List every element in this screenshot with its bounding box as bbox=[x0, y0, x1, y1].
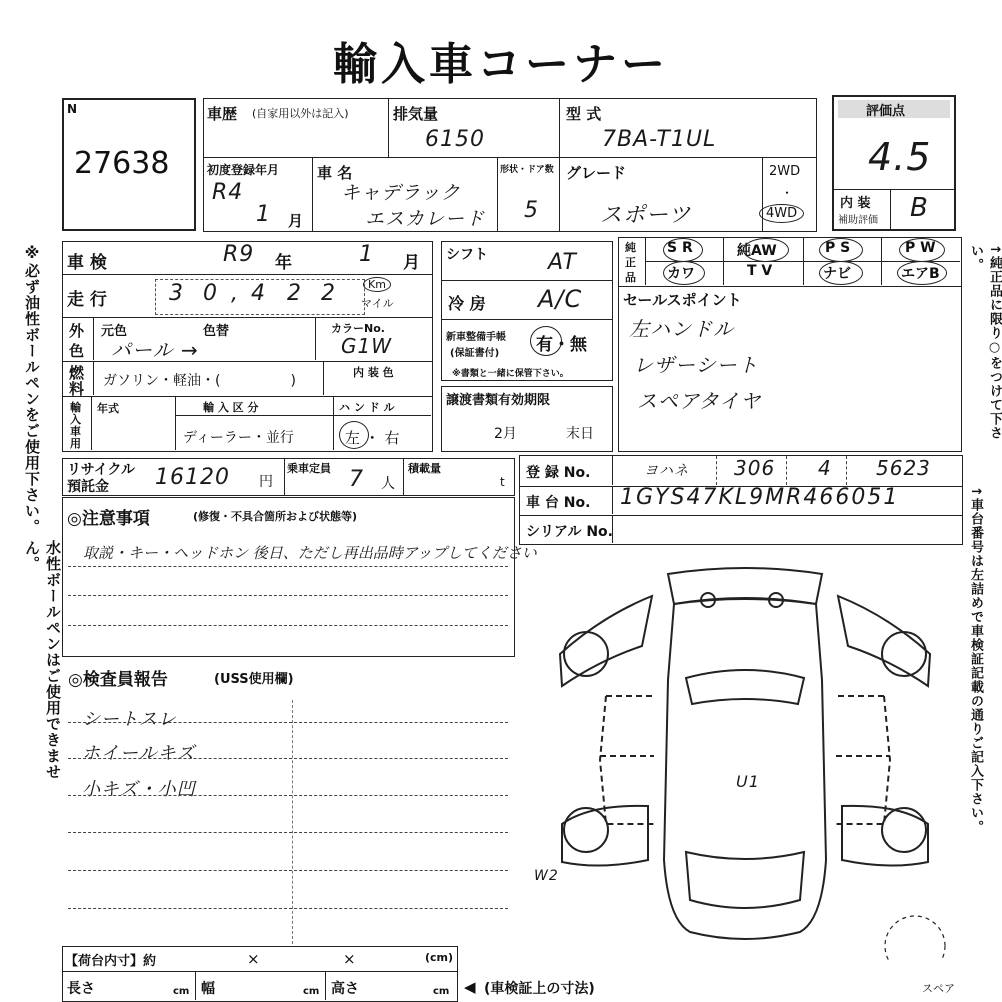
capacity-cell bbox=[284, 458, 404, 496]
load-unit: t bbox=[500, 475, 505, 489]
displacement-label: 排気量 bbox=[393, 105, 439, 123]
selling-points-label: セールスポイント bbox=[623, 291, 742, 309]
displacement-value: 6150 bbox=[425, 127, 485, 152]
capacity-value: 7 bbox=[349, 467, 364, 492]
score-box bbox=[832, 95, 956, 231]
drive-4wd: 4WD bbox=[759, 204, 804, 223]
score-value: 4.5 bbox=[868, 135, 932, 179]
equip-tv: T V bbox=[747, 263, 773, 279]
equipment-side-3: 品 bbox=[625, 271, 636, 284]
doors-label: 形状・ドア数 bbox=[500, 165, 554, 175]
selling-point-3: スペアタイヤ bbox=[637, 389, 762, 413]
interior-value: B bbox=[910, 193, 929, 223]
inspector-sub: (USS使用欄) bbox=[214, 672, 294, 687]
recycle-unit: 円 bbox=[259, 474, 273, 490]
registration-part-2: 306 bbox=[734, 456, 776, 480]
right-note-2: ↑車台番号は左詰めで車検証記載の通りご記入下さい。 bbox=[968, 486, 983, 834]
import-type-label: 輸 入 区 分 bbox=[203, 401, 259, 414]
history-cell bbox=[203, 98, 389, 158]
equip-pw: P W bbox=[905, 240, 936, 256]
displacement-cell bbox=[388, 98, 560, 158]
diagram-mark-w2: W2 bbox=[534, 868, 559, 884]
mileage-comma: , bbox=[231, 281, 239, 306]
grade-cell bbox=[559, 157, 763, 232]
selling-points-cell bbox=[618, 286, 962, 452]
registration-part-4: 5623 bbox=[876, 456, 931, 480]
mileage-unit-km: Km bbox=[363, 277, 391, 292]
capacity-unit: 人 bbox=[381, 476, 395, 492]
equipment-side-1: 純 bbox=[625, 241, 636, 254]
mileage-digit-1: 3 bbox=[169, 281, 184, 306]
manual-cell bbox=[441, 319, 613, 381]
import-year-label: 年式 bbox=[97, 402, 119, 415]
mileage-label: 走 行 bbox=[67, 290, 107, 310]
manual-value: 有・無 bbox=[536, 335, 587, 355]
cargo-label: 【荷台内寸】約 bbox=[65, 954, 157, 969]
load-label: 積載量 bbox=[408, 462, 441, 475]
dims-cm-3: cm bbox=[433, 986, 450, 997]
handle-value: 左 ・ 右 bbox=[345, 429, 400, 447]
diagram-mark-u1: U1 bbox=[736, 772, 760, 791]
ac-value: A/C bbox=[538, 285, 583, 313]
cargo-unit: (cm) bbox=[425, 951, 454, 964]
color-repaint-label: 色替 bbox=[203, 324, 230, 339]
model-cell bbox=[559, 98, 817, 158]
equip-navi: ナビ bbox=[823, 266, 851, 282]
lot-number-box bbox=[62, 98, 196, 231]
inspection-label: 車 検 bbox=[67, 253, 107, 273]
grade-value: スポーツ bbox=[600, 203, 692, 228]
inspection-year-unit: 年 bbox=[275, 253, 292, 273]
drive-2wd: 2WD bbox=[769, 164, 801, 179]
corner-mark: N bbox=[67, 102, 78, 116]
car-name-cell bbox=[312, 157, 498, 232]
lot-number: 27638 bbox=[74, 146, 170, 181]
inspection-era: R9 bbox=[223, 242, 255, 267]
inspection-month: 1 bbox=[359, 242, 374, 267]
recycle-cell bbox=[62, 458, 285, 496]
shift-label: シフト bbox=[446, 247, 488, 263]
selling-point-2: レザーシート bbox=[633, 353, 759, 377]
transfer-label: 譲渡書類有効期限 bbox=[446, 393, 551, 408]
mileage-digit-4: 2 bbox=[287, 281, 302, 306]
dims-length: 長さ bbox=[67, 981, 95, 997]
cargo-cell bbox=[62, 946, 458, 972]
manual-note: ※書類と一緒に保管下さい。 bbox=[452, 369, 569, 379]
import-cell bbox=[62, 396, 433, 452]
dims-note: (車検証上の寸法) bbox=[484, 981, 595, 997]
serial-cell bbox=[519, 515, 963, 545]
import-side-3: 車 bbox=[70, 425, 81, 438]
manual-label-1: 新車整備手帳 bbox=[446, 332, 506, 343]
left-note-2: 水性ボールペンはご使用できません。 bbox=[23, 540, 62, 780]
inspector-line-3: 小キズ・小凹 bbox=[82, 779, 196, 800]
history-note: (自家用以外は記入) bbox=[252, 107, 349, 120]
equip-ps: P S bbox=[825, 240, 851, 256]
inspector-line-2: ホイールキズ bbox=[82, 743, 196, 764]
fuel-options: ガソリン・軽油・( ) bbox=[103, 373, 296, 389]
left-note-1: ※必ず油性ボールペンをご使用下さい。 bbox=[23, 244, 41, 535]
ac-cell bbox=[441, 280, 613, 320]
cargo-x2: × bbox=[343, 950, 356, 968]
registration-label: 登 録 No. bbox=[526, 465, 591, 481]
dims-cm-1: cm bbox=[173, 986, 190, 997]
spare-label: スペア bbox=[922, 982, 955, 995]
registration-part-3: 4 bbox=[818, 456, 832, 480]
equip-sr: S R bbox=[667, 240, 693, 256]
inspection-cell bbox=[62, 241, 433, 275]
manual-label-2: (保証書付) bbox=[450, 348, 500, 359]
color-code-label: カラーNo. bbox=[331, 322, 385, 335]
cargo-x1: × bbox=[247, 950, 260, 968]
notes-cell bbox=[62, 497, 537, 657]
model-label: 型 式 bbox=[566, 105, 602, 123]
history-label: 車歴 bbox=[207, 105, 238, 123]
serial-label: シリアル No. bbox=[526, 524, 613, 540]
interior-color-label: 内 装 色 bbox=[353, 366, 394, 379]
model-value: 7BA-T1UL bbox=[602, 127, 717, 152]
car-name-line2: エスカレード bbox=[365, 208, 486, 230]
recycle-label-1: リサイクル bbox=[67, 462, 136, 478]
car-name-line1: キャデラック bbox=[341, 182, 461, 204]
dims-width: 幅 bbox=[201, 981, 215, 997]
shift-cell bbox=[441, 241, 613, 281]
color-value: パール → bbox=[111, 338, 199, 362]
first-reg-label: 初度登録年月 bbox=[207, 163, 280, 177]
mileage-digit-2: 0 bbox=[203, 281, 218, 306]
ac-label: 冷 房 bbox=[448, 294, 486, 313]
handle-label: ハ ン ド ル bbox=[339, 401, 395, 414]
recycle-value: 16120 bbox=[155, 465, 230, 490]
capacity-label: 乗車定員 bbox=[287, 462, 331, 475]
chassis-cell bbox=[519, 486, 963, 516]
car-diagram bbox=[540, 560, 950, 960]
chassis-value: 1GYS47KL9MR466051 bbox=[620, 485, 900, 510]
selling-point-1: 左ハンドル bbox=[629, 317, 734, 341]
transfer-day: 末日 bbox=[566, 426, 594, 442]
color-orig-label: 元色 bbox=[101, 324, 128, 339]
fuel-cell bbox=[62, 361, 433, 397]
equip-airbag: エアB bbox=[901, 266, 940, 282]
import-side-4: 用 bbox=[70, 437, 81, 450]
first-reg-cell bbox=[203, 157, 313, 232]
mileage-digit-3: 4 bbox=[251, 281, 266, 306]
first-reg-year: R4 bbox=[212, 180, 244, 205]
dims-arrow: ◀ bbox=[464, 978, 476, 996]
mileage-digit-5: 2 bbox=[321, 281, 336, 306]
inspector-label: ◎検査員報告 bbox=[68, 670, 168, 690]
drive-dot: ・ bbox=[781, 186, 794, 200]
registration-cell bbox=[519, 455, 963, 487]
equipment-cell bbox=[618, 237, 962, 287]
car-name-label: 車 名 bbox=[317, 164, 353, 182]
dims-height: 高さ bbox=[331, 981, 359, 997]
inspector-line-1: シートスレ bbox=[82, 709, 177, 730]
notes-sub: (修復・不具合箇所および状態等) bbox=[193, 510, 358, 523]
shift-value: AT bbox=[548, 250, 577, 275]
notes-label: ◎注意事項 bbox=[67, 509, 150, 529]
color-side-1: 外 bbox=[69, 322, 85, 340]
transfer-month: 2月 bbox=[494, 426, 517, 442]
import-type-value: ディーラー・並行 bbox=[183, 430, 294, 446]
grade-label: グレード bbox=[566, 164, 627, 182]
score-label: 評価点 bbox=[866, 104, 906, 119]
first-reg-month: 1 bbox=[256, 202, 271, 227]
interior-sublabel: 補助評価 bbox=[838, 215, 878, 226]
right-note-1: ↑純正品に限り○をつけて下さい。 bbox=[968, 244, 1002, 440]
recycle-label-2: 預託金 bbox=[67, 479, 109, 495]
fuel-side-1: 燃 bbox=[69, 364, 85, 382]
import-side-2: 入 bbox=[70, 413, 81, 426]
load-cell bbox=[403, 458, 515, 496]
color-code: G1W bbox=[341, 334, 392, 358]
inspector-cell bbox=[62, 656, 515, 946]
fuel-side-2: 料 bbox=[69, 380, 85, 398]
dims-cm-2: cm bbox=[303, 986, 320, 997]
doors-value: 5 bbox=[524, 198, 539, 223]
equipment-side-2: 正 bbox=[625, 256, 636, 269]
mileage-cell bbox=[62, 274, 433, 318]
transfer-cell bbox=[441, 386, 613, 452]
mileage-unit-mile: マイル bbox=[361, 297, 394, 310]
dims-cell bbox=[62, 971, 458, 1002]
equip-leather: カワ bbox=[667, 266, 695, 282]
drive-cell bbox=[762, 157, 817, 232]
registration-part-1: ヨハネ bbox=[644, 463, 689, 479]
inspection-month-unit: 月 bbox=[403, 253, 420, 273]
color-cell bbox=[62, 317, 433, 362]
notes-line-1: 取説・キー・ヘッドホン 後日、ただし再出品時アップしてください bbox=[83, 544, 537, 562]
doors-cell bbox=[497, 157, 560, 232]
chassis-label: 車 台 No. bbox=[526, 495, 591, 511]
equip-aw: 純AW bbox=[737, 243, 777, 259]
page-title: 輸入車コーナー bbox=[333, 39, 669, 90]
interior-label: 内 装 bbox=[840, 196, 871, 211]
import-side-1: 輸 bbox=[70, 401, 81, 414]
color-side-2: 色 bbox=[69, 342, 85, 360]
first-reg-month-unit: 月 bbox=[288, 212, 304, 230]
